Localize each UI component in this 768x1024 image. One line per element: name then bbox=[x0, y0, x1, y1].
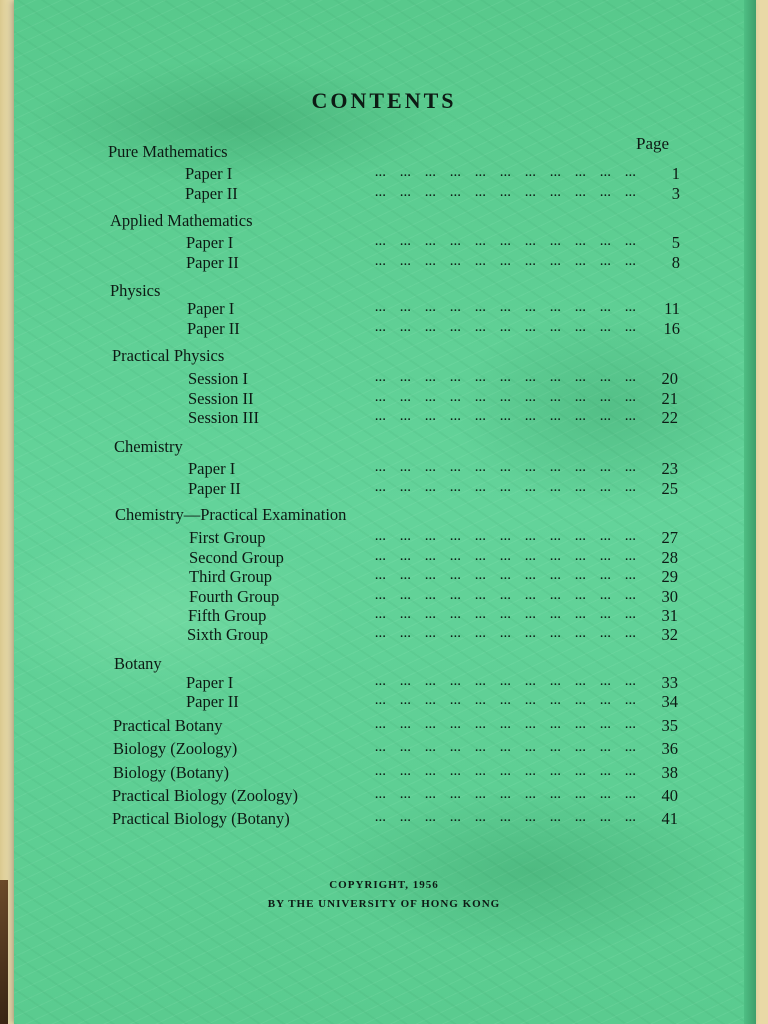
toc-entry bbox=[0, 459, 768, 479]
toc-page-number: 16 bbox=[663, 319, 680, 338]
toc-page-number: 21 bbox=[661, 389, 678, 408]
toc-page-number: 25 bbox=[661, 479, 678, 498]
section-heading: Chemistry—Practical Examination bbox=[115, 505, 347, 524]
toc-leader: ... ... ... ... ... ... ... ... ... ... ... bbox=[374, 408, 636, 424]
toc-leader: ... ... ... ... ... ... ... ... ... ... ... bbox=[374, 479, 636, 495]
section-heading: Pure Mathematics bbox=[108, 142, 228, 161]
toc-leader: ... ... ... ... ... ... ... ... ... ... ... bbox=[374, 233, 636, 249]
toc-entry bbox=[0, 369, 768, 389]
section-heading: Practical Physics bbox=[112, 346, 225, 365]
toc-leader: ... ... ... ... ... ... ... ... ... ... ... bbox=[374, 587, 636, 603]
toc-leader: ... ... ... ... ... ... ... ... ... ... ... bbox=[374, 673, 636, 689]
toc-entry bbox=[0, 389, 768, 409]
section-heading: Applied Mathematics bbox=[110, 211, 253, 230]
toc-entry bbox=[0, 739, 768, 759]
toc-leader: ... ... ... ... ... ... ... ... ... ... ... bbox=[374, 369, 636, 385]
toc-entry bbox=[0, 692, 768, 712]
toc-page-number: 30 bbox=[661, 587, 678, 606]
toc-page-number: 36 bbox=[661, 739, 678, 758]
section-heading: Botany bbox=[114, 654, 162, 673]
toc-page-number: 38 bbox=[661, 763, 678, 782]
toc-page-number: 31 bbox=[661, 606, 678, 625]
toc-entry bbox=[0, 299, 768, 319]
toc-page-number: 35 bbox=[661, 716, 678, 735]
toc-entry-label: Practical Botany bbox=[113, 716, 223, 735]
toc-entry bbox=[0, 786, 768, 806]
section-heading: Chemistry bbox=[114, 437, 183, 456]
toc-leader: ... ... ... ... ... ... ... ... ... ... ... bbox=[374, 606, 636, 622]
copyright-notice bbox=[0, 876, 768, 914]
toc-entry-label: First Group bbox=[189, 528, 266, 547]
toc-entry bbox=[0, 233, 768, 253]
toc-entry bbox=[0, 606, 768, 626]
toc-entry-label: Paper II bbox=[187, 319, 240, 338]
toc-page-number: 23 bbox=[661, 459, 678, 478]
toc-entry bbox=[0, 479, 768, 499]
toc-entry bbox=[0, 625, 768, 645]
toc-entry-label: Biology (Zoology) bbox=[113, 739, 238, 758]
toc-entry bbox=[0, 253, 768, 273]
toc-entry bbox=[0, 763, 768, 783]
toc-entry bbox=[0, 408, 768, 428]
toc-entry-label: Sixth Group bbox=[187, 625, 269, 644]
copyright-line: COPYRIGHT, 1956 bbox=[329, 879, 439, 891]
toc-entry bbox=[0, 567, 768, 587]
toc-entry-label: Session I bbox=[188, 369, 249, 388]
toc-page-number: 29 bbox=[661, 567, 678, 586]
toc-page-number: 20 bbox=[661, 369, 678, 388]
toc-page-number: 8 bbox=[671, 253, 680, 272]
toc-entry-label: Third Group bbox=[189, 567, 272, 586]
toc-entry bbox=[0, 587, 768, 607]
toc-entry-label: Session III bbox=[188, 408, 260, 427]
page-column-header: Page bbox=[636, 134, 670, 153]
toc-leader: ... ... ... ... ... ... ... ... ... ... ... bbox=[374, 299, 636, 315]
toc-entry bbox=[0, 184, 768, 204]
toc-leader: ... ... ... ... ... ... ... ... ... ... ... bbox=[374, 625, 636, 641]
section-heading: Physics bbox=[110, 281, 161, 300]
toc-entry-label: Paper I bbox=[186, 673, 234, 692]
toc-leader: ... ... ... ... ... ... ... ... ... ... ... bbox=[374, 567, 636, 583]
toc-page-number: 41 bbox=[661, 809, 678, 828]
toc-entry-label: Biology (Botany) bbox=[113, 763, 229, 782]
toc-page-number: 33 bbox=[661, 673, 678, 692]
toc-entry-label: Fifth Group bbox=[188, 606, 267, 625]
toc-leader: ... ... ... ... ... ... ... ... ... ... ... bbox=[374, 739, 636, 755]
toc-leader: ... ... ... ... ... ... ... ... ... ... ... bbox=[374, 786, 636, 802]
toc-leader: ... ... ... ... ... ... ... ... ... ... ... bbox=[374, 716, 636, 732]
toc-entry-label: Paper II bbox=[186, 253, 239, 272]
toc-entry-label: Paper II bbox=[186, 692, 239, 711]
toc-page-number: 3 bbox=[671, 184, 680, 203]
toc-entry-label: Second Group bbox=[189, 548, 284, 567]
toc-entry bbox=[0, 809, 768, 829]
toc-page-number: 28 bbox=[661, 548, 678, 567]
toc-entry-label: Paper I bbox=[185, 164, 233, 183]
toc-entry-label: Fourth Group bbox=[189, 587, 280, 606]
toc-leader: ... ... ... ... ... ... ... ... ... ... ... bbox=[374, 164, 636, 180]
toc-leader: ... ... ... ... ... ... ... ... ... ... ... bbox=[374, 548, 636, 564]
toc-leader: ... ... ... ... ... ... ... ... ... ... ... bbox=[374, 319, 636, 335]
toc-page-number: 1 bbox=[671, 164, 680, 183]
toc-entry-label: Practical Biology (Botany) bbox=[112, 809, 290, 828]
toc-leader: ... ... ... ... ... ... ... ... ... ... ... bbox=[374, 763, 636, 779]
toc-leader: ... ... ... ... ... ... ... ... ... ... ... bbox=[374, 253, 636, 269]
toc-entry bbox=[0, 548, 768, 568]
toc-entry-label: Paper II bbox=[188, 479, 241, 498]
toc-page-number: 32 bbox=[661, 625, 678, 644]
copyright-holder-line: BY THE UNIVERSITY OF HONG KONG bbox=[267, 898, 501, 910]
toc-leader: ... ... ... ... ... ... ... ... ... ... ... bbox=[374, 528, 636, 544]
toc-entry-label: Practical Biology (Zoology) bbox=[112, 786, 299, 805]
toc-page-number: 5 bbox=[671, 233, 680, 252]
toc-entry-label: Paper I bbox=[187, 299, 235, 318]
page-edge bbox=[744, 0, 756, 1024]
toc-entry bbox=[0, 164, 768, 184]
toc-leader: ... ... ... ... ... ... ... ... ... ... ... bbox=[374, 389, 636, 405]
toc-leader: ... ... ... ... ... ... ... ... ... ... ... bbox=[374, 459, 636, 475]
toc-entry bbox=[0, 673, 768, 693]
toc-page-number: 27 bbox=[661, 528, 678, 547]
toc-entry-label: Paper II bbox=[185, 184, 238, 203]
toc-entry-label: Paper I bbox=[188, 459, 236, 478]
toc-entry-label: Paper I bbox=[186, 233, 234, 252]
toc-page-number: 34 bbox=[661, 692, 678, 711]
toc-entry bbox=[0, 319, 768, 339]
toc-page-number: 22 bbox=[661, 408, 678, 427]
page-title: CONTENTS bbox=[311, 88, 457, 113]
toc-entry bbox=[0, 528, 768, 548]
toc-page-number: 40 bbox=[661, 786, 678, 805]
toc-leader: ... ... ... ... ... ... ... ... ... ... ... bbox=[374, 692, 636, 708]
toc-entry-label: Session II bbox=[188, 389, 254, 408]
toc-leader: ... ... ... ... ... ... ... ... ... ... ... bbox=[374, 809, 636, 825]
toc-entry bbox=[0, 716, 768, 736]
toc-leader: ... ... ... ... ... ... ... ... ... ... ... bbox=[374, 184, 636, 200]
toc-page-number: 11 bbox=[664, 299, 680, 318]
